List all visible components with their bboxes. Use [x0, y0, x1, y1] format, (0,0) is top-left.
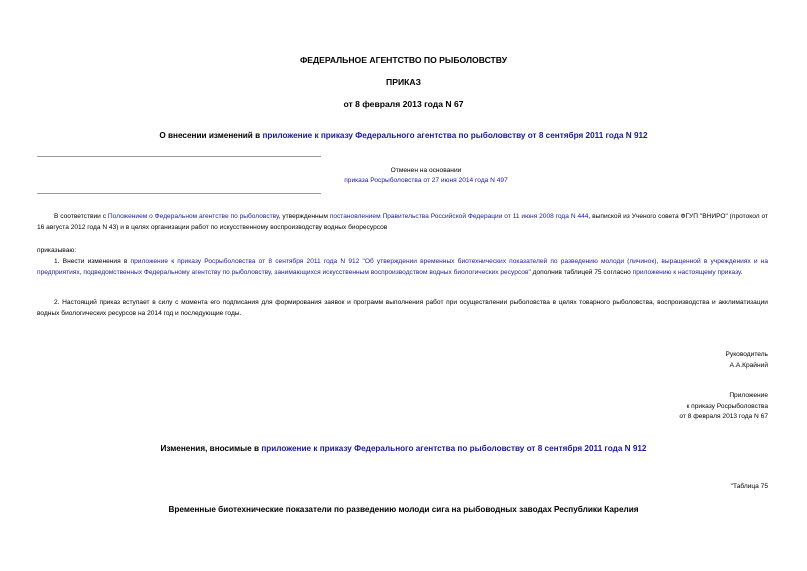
appendix-line-2: к приказу Росрыболовства — [686, 402, 768, 410]
agency-heading: ФЕДЕРАЛЬНОЕ АГЕНТСТВО ПО РЫБОЛОВСТВУ — [299, 55, 508, 65]
divider-top — [37, 156, 321, 157]
changes-heading-link[interactable]: приложение к приказу Федерального агентства по рыболовству от 8 сентября 2011 года N 912 — [261, 444, 647, 453]
item-1-paragraph — [37, 257, 768, 278]
title-link[interactable]: приложение к приказу Федерального агентства по рыболовству от 8 сентября 2011 года N 912 — [262, 131, 648, 140]
item-1-text-1: 1. Внести изменения в — [54, 258, 131, 265]
signature-role: Руководитель — [725, 351, 768, 358]
cancel-note-text: Отменен на основании — [390, 167, 462, 174]
preamble-text-2: , утвержденным — [278, 213, 330, 220]
cancel-note — [321, 166, 531, 186]
item-1-link-appendix[interactable]: приложению к настоящему приказу — [632, 268, 741, 276]
doc-type-heading: ПРИКАЗ — [386, 77, 421, 87]
signature-name: А.А.Крайний — [729, 361, 768, 369]
title-prefix: О внесении изменений в — [159, 131, 263, 140]
signature-block — [726, 350, 768, 371]
order-word: приказываю: — [37, 247, 77, 254]
item-2-paragraph: 2. Настоящий приказ вступает в силу с момента его подписания для формирования заявок и программ выполнения работ при осуществлении рыболовства в целях товарного рыболовства, воспроизводства и акклиматизации водных биологических ресурсов на 2014 год и последующие годы. — [37, 299, 768, 317]
preamble-link-regulation[interactable]: Положением о Федеральном агентстве по рыболовству — [107, 213, 279, 220]
preamble-text-1: В соответствии с — [54, 213, 108, 220]
date-number-heading: от 8 февраля 2013 года N 67 — [343, 99, 464, 109]
changes-heading-prefix: Изменения, вносимые в — [160, 444, 262, 453]
table-label: "Таблица 75 — [730, 483, 768, 490]
preamble-paragraph — [37, 212, 768, 233]
item-1-link-order[interactable]: приложение к приказу Росрыболовства от 8 сентября 2011 года N 912 "Об утверждении временных биотехнических показателей по разведению молоди (личинок), выращенной в учреждениях и на предприятиях, подведомственных Федеральному агентству по рыболовству, занимающихся искусственным воспроизводством водных биологических ресурсов" — [37, 258, 768, 276]
appendix-reference — [679, 391, 768, 423]
preamble-link-resolution[interactable]: постановлением Правительства Российской Федерации от 11 июня 2008 года N 444 — [329, 213, 589, 220]
cancel-note-link[interactable]: приказа Росрыболовства от 27 июня 2014 года N 497 — [344, 177, 508, 184]
document-title — [0, 131, 807, 140]
item-1-text-2: дополнив таблицей 75 согласно — [530, 268, 633, 276]
table-title: Временные биотехнические показатели по разведению молоди сига на рыбоводных заводах Республики Карелия — [168, 505, 639, 514]
divider-bottom — [37, 193, 321, 194]
preamble-text-3: , выпиской из Ученого совета ФГУП "ВНИРО" (протокол от 16 августа 2012 года N 43) и в целях организации работ по искусственному воспроизводству водных биоресурсов — [37, 213, 768, 231]
item-1-text-3: . — [740, 268, 743, 276]
changes-heading — [0, 444, 807, 453]
appendix-line-3: от 8 февраля 2013 года N 67 — [679, 413, 768, 421]
appendix-line-1: Приложение — [729, 392, 768, 399]
